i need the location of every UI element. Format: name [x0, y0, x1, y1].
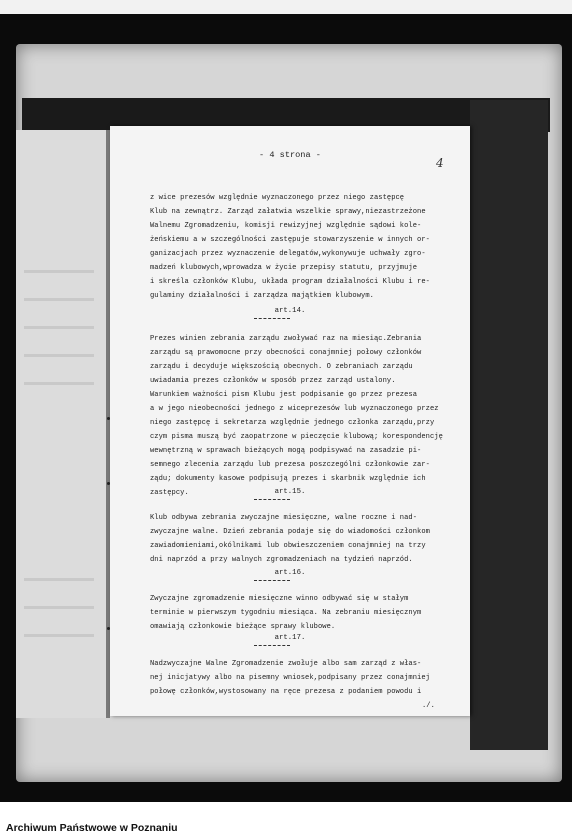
text-line: Klub na zewnątrz. Zarząd załatwia wszelkie sprawy,niezastrzeżone: [150, 208, 426, 216]
document-page: [110, 126, 470, 716]
faint-text-line: [24, 326, 94, 329]
left-page: [16, 130, 109, 718]
text-line: zarządu i decyduje większością obecnych. O zebraniach zarządu: [150, 363, 413, 371]
text-line: madzeń klubowych,wprowadza w życie przepisy statutu, przyjmuje: [150, 264, 418, 272]
text-line: Prezes winien zebrania zarządu zwoływać raz na miesiąc.Zebrania: [150, 335, 422, 343]
archive-footer: [0, 802, 572, 840]
text-line: zwyczajne walne. Dzień zebrania podaje się do wiadomości członkom: [150, 528, 430, 536]
article-heading: art.16.: [274, 569, 306, 577]
text-line: ządu; dokumenty kasowe podpisują prezes i skarbnik względnie ich: [150, 475, 426, 483]
text-line: żeńskiemu a w szczególności zastępuje stowarzyszenie w innych or-: [150, 236, 430, 244]
faint-text-line: [24, 270, 94, 273]
text-line: a w jego nieobecności jednego z wiceprezesów lub wyznaczonego przez: [150, 405, 439, 413]
text-line: niego zastępcę i sekretarza względnie jednego członka zarządu,przy: [150, 419, 435, 427]
handwritten-mark: 4: [436, 156, 444, 170]
article-heading: art.15.: [274, 488, 306, 496]
text-line: gulaminy działalności i zarządza majątkiem klubowym.: [150, 292, 374, 300]
text-line: terminie w pierwszym tygodniu miesiąca. Na zebraniu miesięcznym: [150, 609, 422, 617]
page-number: - 4 strona -: [259, 150, 321, 160]
faint-text-line: [24, 298, 94, 301]
faint-text-line: [24, 578, 94, 581]
text-line: omawiają członkowie bieżące sprawy klubowe.: [150, 623, 336, 631]
text-line: uwiadamia prezes członków w sposób przez zarząd ustalony.: [150, 377, 396, 385]
text-line: zarządu są prawomocne przy obecności conajmniej połowy członków: [150, 349, 422, 357]
text-line: Warunkiem ważności pism Klubu jest podpisanie go przez prezesa: [150, 391, 418, 399]
text-line: dni naprzód a przy walnych zgromadzeniach na tydzień naprzód.: [150, 556, 413, 564]
article-heading: art.14.: [274, 307, 306, 315]
continuation-mark: ./.: [422, 702, 435, 710]
text-line: Walnemu Zgromadzeniu, komisji rewizyjnej względnie sądowi kole-: [150, 222, 422, 230]
text-line: Klub odbywa zebrania zwyczajne miesięczne, walne roczne i nad-: [150, 514, 418, 522]
text-line: czym pisma muszą być zaopatrzone w pieczęcie klubową; korespondencję: [150, 433, 443, 441]
article-heading: art.17.: [274, 634, 306, 642]
heading-underline: [254, 580, 290, 581]
faint-text-line: [24, 634, 94, 637]
text-line: połowę członków,wystosowany na ręce prezesa z podaniem powodu i: [150, 688, 422, 696]
text-line: Nadzwyczajne Walne Zgromadzenie zwołuje albo sam zarząd z włas-: [150, 660, 422, 668]
text-line: zawiadomieniami,okólnikami lub obwieszczeniem conajmniej na trzy: [150, 542, 426, 550]
archive-name: Archiwum Państwowe w Poznaniu: [6, 822, 178, 834]
text-line: z wice prezesów względnie wyznaczonego przez niego zastępcę: [150, 194, 405, 202]
text-line: ganizacjach przez wyznaczenie delegatów,wykonywuje uchwały zgro-: [150, 250, 426, 258]
heading-underline: [254, 645, 290, 646]
faint-text-line: [24, 606, 94, 609]
text-line: zastępcy.: [150, 489, 189, 497]
text-line: nej inicjatywy albo na pisemny wniosek,podpisany przez conajmniej: [150, 674, 430, 682]
faint-text-line: [24, 382, 94, 385]
text-line: wewnętrzną w sprawach bieżących mogą podpisywać na zasadzie pi-: [150, 447, 422, 455]
heading-underline: [254, 499, 290, 500]
right-shadow: [470, 100, 548, 750]
top-border: [0, 0, 572, 14]
text-line: Zwyczajne zgromadzenie miesięczne winno odbywać się w stałym: [150, 595, 409, 603]
text-line: semnego zlecenia zarządu lub prezesa poszczególni członkowie zar-: [150, 461, 430, 469]
faint-text-line: [24, 354, 94, 357]
heading-underline: [254, 318, 290, 319]
text-line: i skreśla członków Klubu, układa program działalności Klubu i re-: [150, 278, 430, 286]
